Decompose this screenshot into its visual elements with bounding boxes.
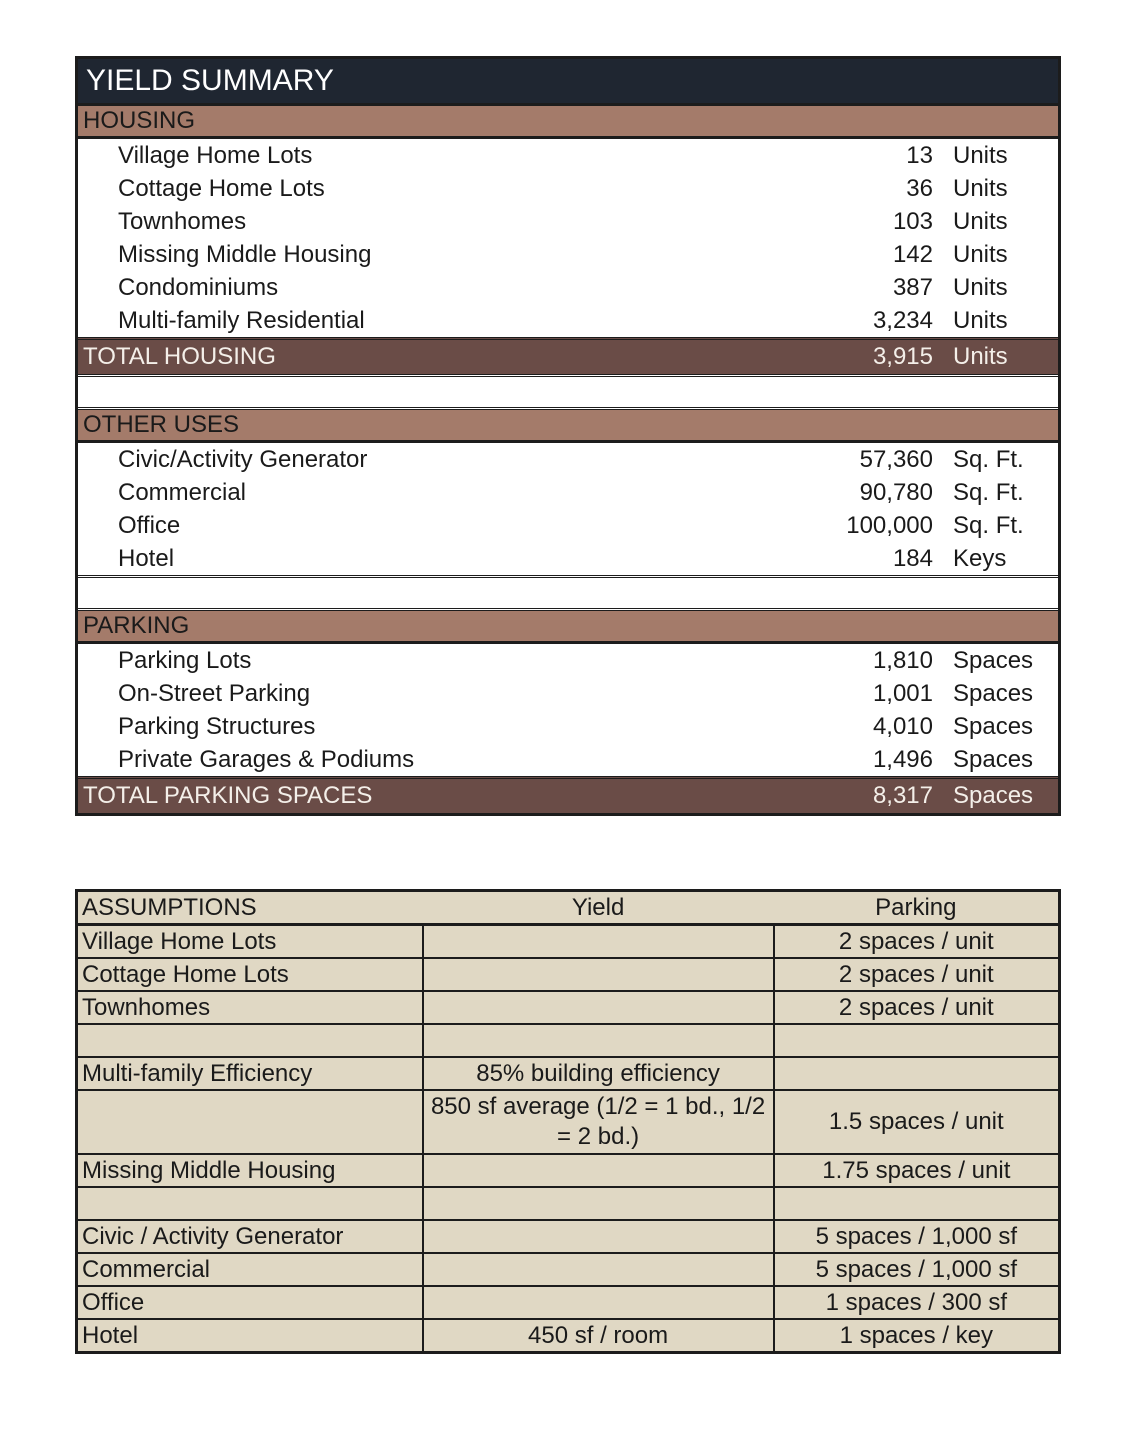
assumption-yield: 450 sf / room	[423, 1319, 774, 1353]
assumption-label: Multi-family Efficiency	[77, 1057, 423, 1090]
row-unit: Spaces	[953, 712, 1034, 740]
assumption-parking: 1 spaces / key	[774, 1319, 1060, 1353]
assumption-parking	[774, 1024, 1060, 1057]
parking-header: PARKING	[78, 611, 1058, 641]
row-value: 1,496	[872, 745, 933, 773]
section-spacer	[78, 575, 1058, 611]
row-value: 100,000	[846, 511, 933, 539]
table-row	[78, 677, 1058, 710]
row-value: 387	[892, 273, 933, 301]
table-row	[77, 958, 1060, 991]
row-label: Parking Structures	[118, 712, 316, 740]
row-label: Office	[118, 511, 181, 539]
row-value: 57,360	[859, 445, 933, 473]
row-value: 1,810	[872, 646, 933, 674]
row-label: Hotel	[118, 544, 175, 572]
assumption-parking: 5 spaces / 1,000 sf	[774, 1253, 1060, 1286]
table-row	[77, 925, 1060, 959]
assumption-label: Cottage Home Lots	[77, 958, 423, 991]
table-row	[77, 1154, 1060, 1187]
assumption-yield	[423, 1187, 774, 1220]
row-value: 184	[892, 544, 933, 572]
assumption-label	[77, 1090, 423, 1154]
other-uses-header: OTHER USES	[78, 410, 1058, 440]
total-housing-row	[78, 337, 1058, 374]
assumption-parking: 1.5 spaces / unit	[774, 1090, 1060, 1154]
assumption-yield	[423, 958, 774, 991]
total-housing-value: 3,915	[872, 343, 933, 370]
total-housing-label: TOTAL HOUSING	[83, 343, 276, 370]
assumption-label: Hotel	[77, 1319, 423, 1353]
table-row	[78, 710, 1058, 743]
row-label: Private Garages & Podiums	[118, 745, 415, 773]
total-parking-row	[78, 776, 1058, 813]
row-value: 90,780	[859, 478, 933, 506]
housing-header: HOUSING	[78, 106, 1058, 136]
row-label: Cottage Home Lots	[118, 174, 325, 202]
row-value: 103	[892, 207, 933, 235]
row-unit: Spaces	[953, 646, 1034, 674]
assumption-yield	[423, 1286, 774, 1319]
section-spacer	[78, 374, 1058, 410]
row-label: On-Street Parking	[118, 679, 311, 707]
row-unit: Sq. Ft.	[953, 445, 1024, 473]
row-label: Commercial	[118, 478, 247, 506]
row-unit: Spaces	[953, 745, 1034, 773]
table-row	[77, 991, 1060, 1024]
total-parking-value: 8,317	[872, 782, 933, 809]
row-value: 1,001	[872, 679, 933, 707]
table-row	[77, 1220, 1060, 1253]
assumption-yield: 850 sf average (1/2 = 1 bd., 1/2 = 2 bd.)	[423, 1090, 774, 1154]
assumption-label: Office	[77, 1286, 423, 1319]
assumptions-header-row	[77, 891, 1060, 925]
table-row	[78, 304, 1058, 337]
table-row	[77, 1024, 1060, 1057]
assumption-parking	[774, 1187, 1060, 1220]
table-row	[77, 1319, 1060, 1353]
table-row	[78, 476, 1058, 509]
row-label: Multi-family Residential	[118, 306, 365, 334]
assumption-yield	[423, 1024, 774, 1057]
row-label: Missing Middle Housing	[118, 240, 372, 268]
row-unit: Units	[953, 306, 1008, 334]
table-row	[77, 1286, 1060, 1319]
assumptions-heading: ASSUMPTIONS	[77, 891, 423, 925]
assumption-parking: 1 spaces / 300 sf	[774, 1286, 1060, 1319]
assumption-parking: 2 spaces / unit	[774, 991, 1060, 1024]
assumption-label: Missing Middle Housing	[77, 1154, 423, 1187]
total-parking-unit: Spaces	[953, 782, 1034, 809]
row-value: 4,010	[872, 712, 933, 740]
row-label: Townhomes	[118, 207, 247, 235]
table-row	[78, 172, 1058, 205]
assumption-yield	[423, 1154, 774, 1187]
row-value: 3,234	[872, 306, 933, 334]
row-label: Condominiums	[118, 273, 279, 301]
housing-rows	[78, 139, 1058, 337]
table-row	[78, 743, 1058, 776]
total-housing-unit: Units	[953, 343, 1008, 370]
assumption-label: Village Home Lots	[77, 925, 423, 959]
row-unit: Keys	[953, 544, 1007, 572]
table-row	[77, 1187, 1060, 1220]
assumption-yield	[423, 1253, 774, 1286]
yield-summary-table	[75, 56, 1061, 816]
assumption-label	[77, 1024, 423, 1057]
assumption-label: Civic / Activity Generator	[77, 1220, 423, 1253]
table-row	[78, 542, 1058, 575]
assumption-parking: 2 spaces / unit	[774, 958, 1060, 991]
row-unit: Sq. Ft.	[953, 511, 1024, 539]
table-row	[77, 1253, 1060, 1286]
assumption-parking: 5 spaces / 1,000 sf	[774, 1220, 1060, 1253]
assumption-parking: 1.75 spaces / unit	[774, 1154, 1060, 1187]
assumption-yield: 85% building efficiency	[423, 1057, 774, 1090]
row-value: 36	[906, 174, 933, 202]
row-label: Village Home Lots	[118, 141, 313, 169]
table-row	[78, 139, 1058, 172]
table-row	[78, 238, 1058, 271]
assumption-label	[77, 1187, 423, 1220]
table-row	[78, 271, 1058, 304]
row-label: Civic/Activity Generator	[118, 445, 368, 473]
parking-column-header: Parking	[774, 891, 1060, 925]
table-row	[78, 644, 1058, 677]
row-unit: Sq. Ft.	[953, 478, 1024, 506]
table-row	[78, 509, 1058, 542]
row-label: Parking Lots	[118, 646, 252, 674]
row-unit: Spaces	[953, 679, 1034, 707]
row-unit: Units	[953, 273, 1008, 301]
row-value: 142	[892, 240, 933, 268]
table-row	[77, 1090, 1060, 1154]
table-row	[78, 443, 1058, 476]
assumption-yield	[423, 925, 774, 959]
yield-column-header: Yield	[423, 891, 774, 925]
yield-summary-title: YIELD SUMMARY	[78, 59, 1058, 106]
assumption-yield	[423, 991, 774, 1024]
row-unit: Units	[953, 207, 1008, 235]
assumption-yield	[423, 1220, 774, 1253]
other-uses-rows	[78, 443, 1058, 575]
row-value: 13	[906, 141, 933, 169]
assumptions-table	[75, 889, 1061, 1354]
row-unit: Units	[953, 174, 1008, 202]
assumption-parking: 2 spaces / unit	[774, 925, 1060, 959]
assumption-label: Commercial	[77, 1253, 423, 1286]
parking-rows	[78, 644, 1058, 776]
assumption-parking	[774, 1057, 1060, 1090]
table-row	[78, 205, 1058, 238]
row-unit: Units	[953, 141, 1008, 169]
total-parking-label: TOTAL PARKING SPACES	[83, 782, 373, 809]
row-unit: Units	[953, 240, 1008, 268]
assumption-label: Townhomes	[77, 991, 423, 1024]
table-row	[77, 1057, 1060, 1090]
